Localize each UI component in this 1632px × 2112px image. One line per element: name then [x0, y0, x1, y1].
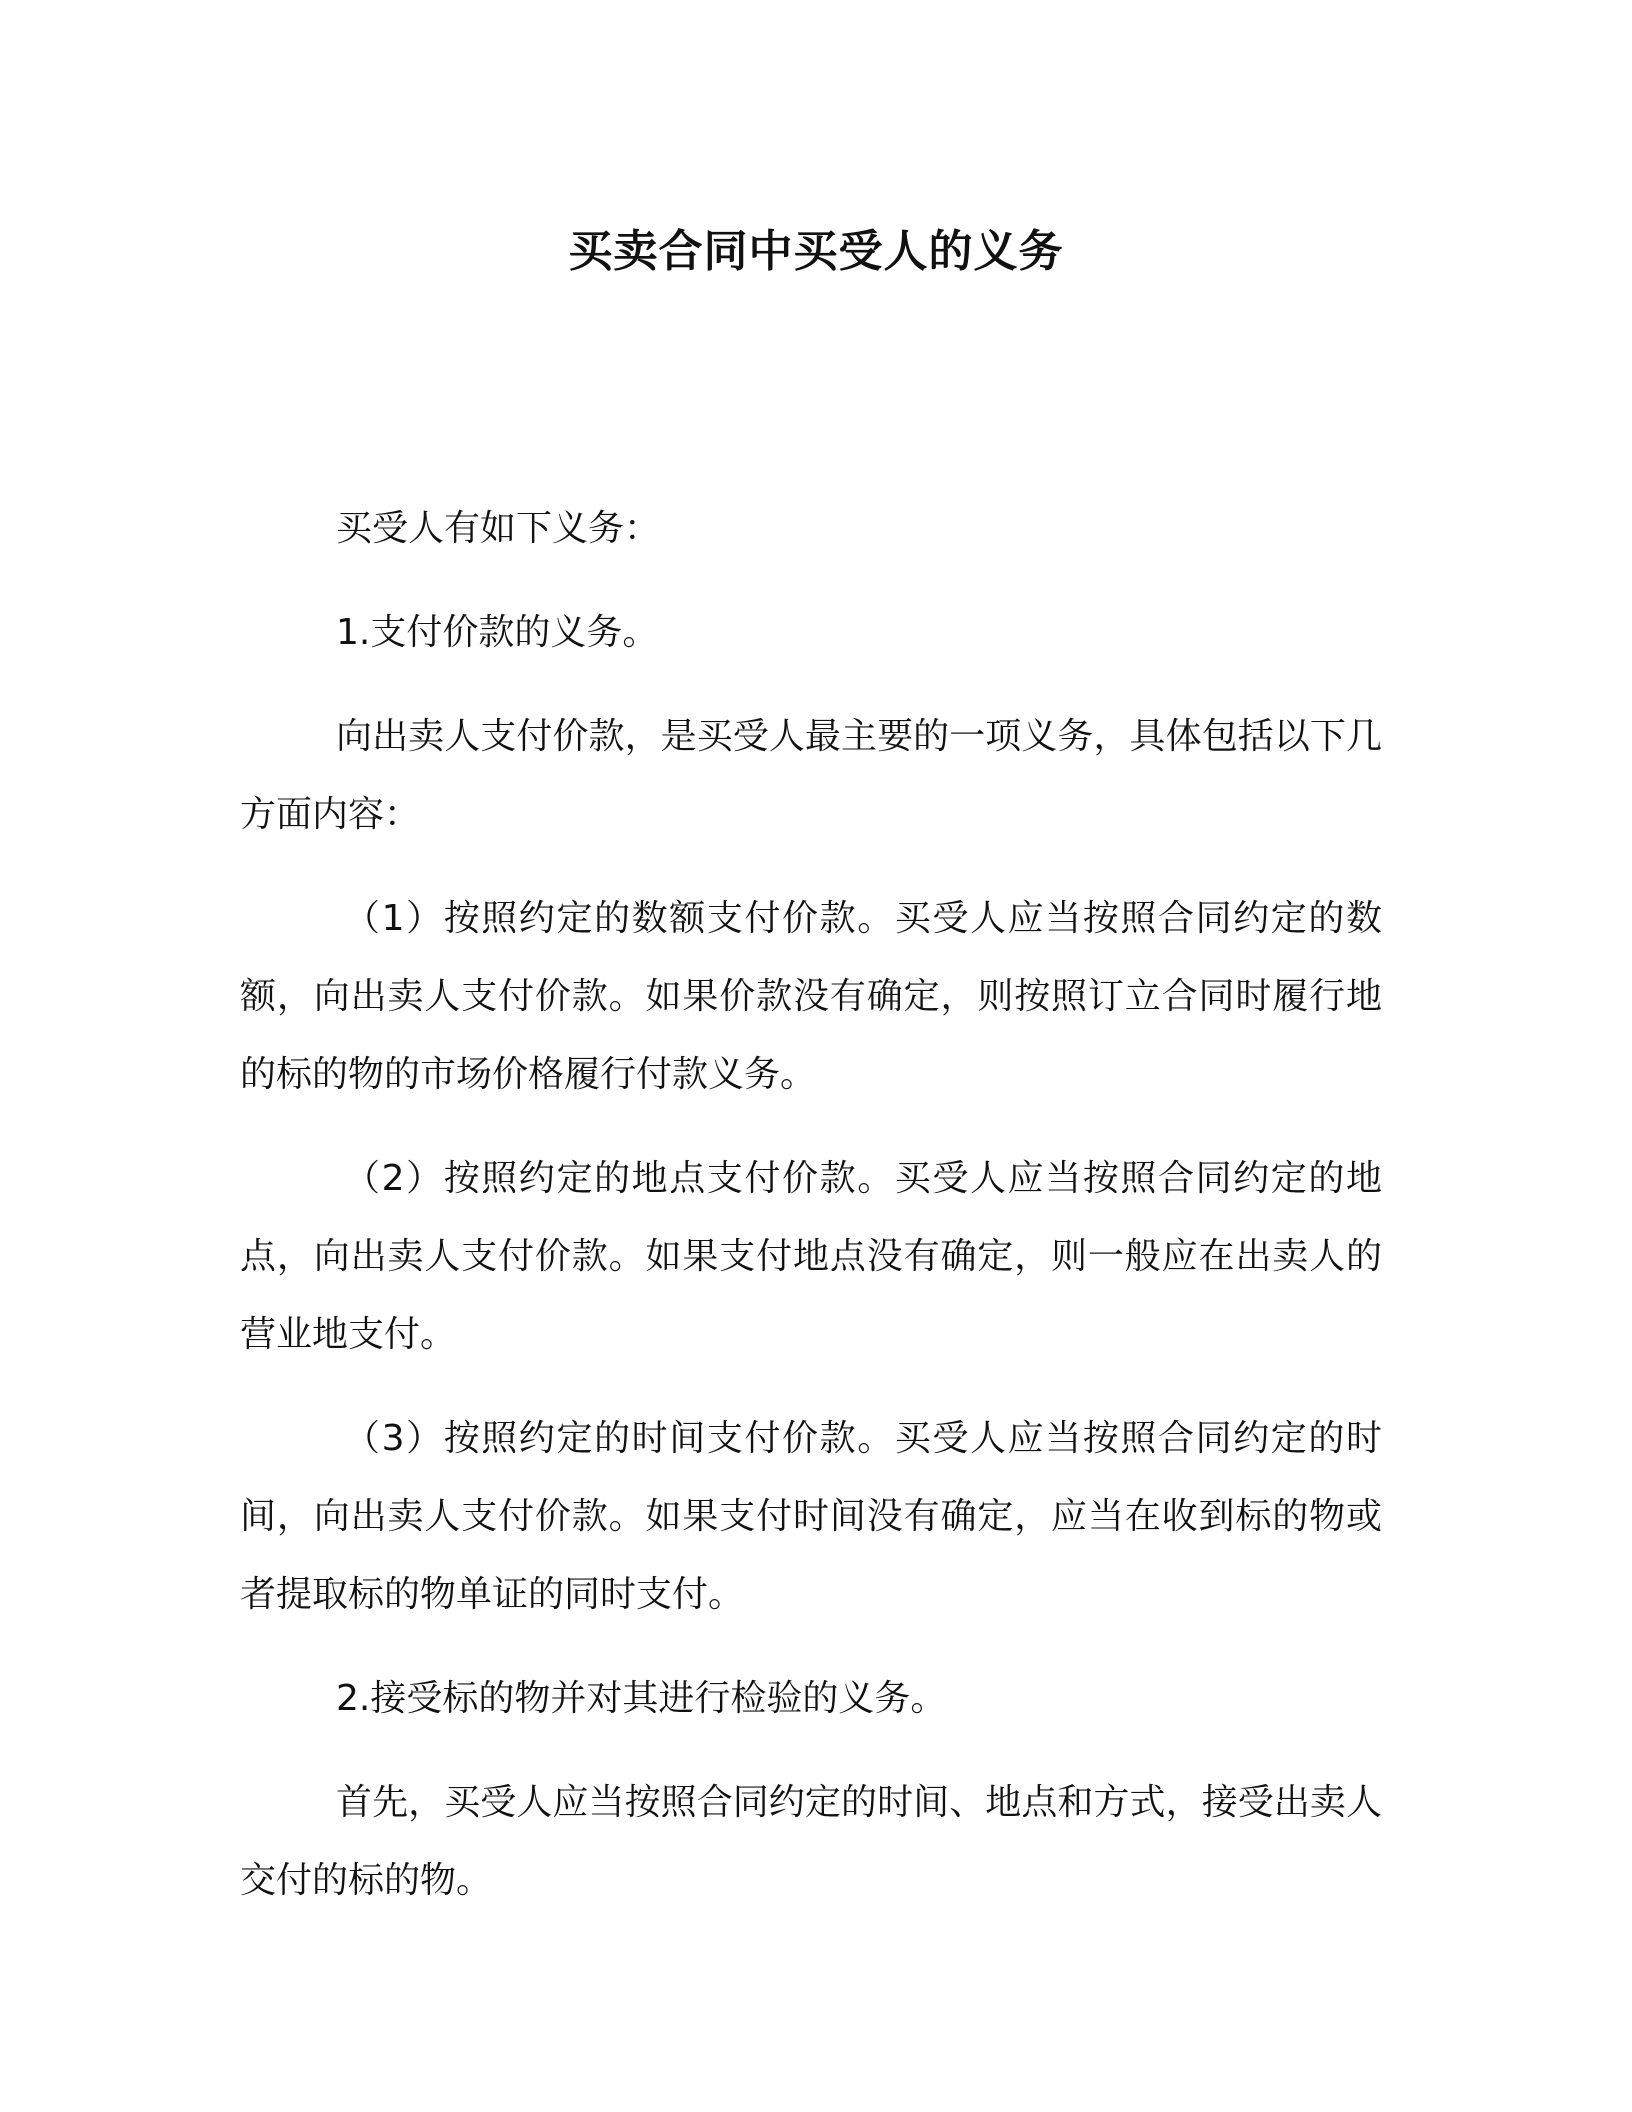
paragraph-payment-time: （3）按照约定的时间支付价款。买受人应当按照合同约定的时间，向出卖人支付价款。如果支付时间没有确定，应当在收到标的物或者提取标的物单证的同时支付。 — [240, 1418, 1382, 1615]
section-heading-payment: 1.支付价款的义务。 — [336, 612, 659, 653]
document-title: 买卖合同中买受人的义务 — [568, 226, 1064, 277]
paragraph-payment-place: （2）按照约定的地点支付价款。买受人应当按照合同约定的地点，向出卖人支付价款。如果支付地点没有确定，则一般应在出卖人的营业地支付。 — [240, 1158, 1382, 1355]
document-body — [240, 490, 1382, 1946]
paragraph-accept-goods: 首先，买受人应当按照合同约定的时间、地点和方式，接受出卖人交付的标的物。 — [240, 1782, 1382, 1901]
paragraph-payment-overview: 向出卖人支付价款，是买受人最主要的一项义务，具体包括以下几方面内容： — [240, 716, 1382, 835]
paragraph-intro: 买受人有如下义务： — [336, 508, 661, 549]
paragraph-payment-amount: （1）按照约定的数额支付价款。买受人应当按照合同约定的数额，向出卖人支付价款。如果价款没有确定，则按照订立合同时履行地的标的物的市场价格履行付款义务。 — [240, 898, 1382, 1095]
section-heading-inspection: 2.接受标的物并对其进行检验的义务。 — [336, 1678, 947, 1719]
